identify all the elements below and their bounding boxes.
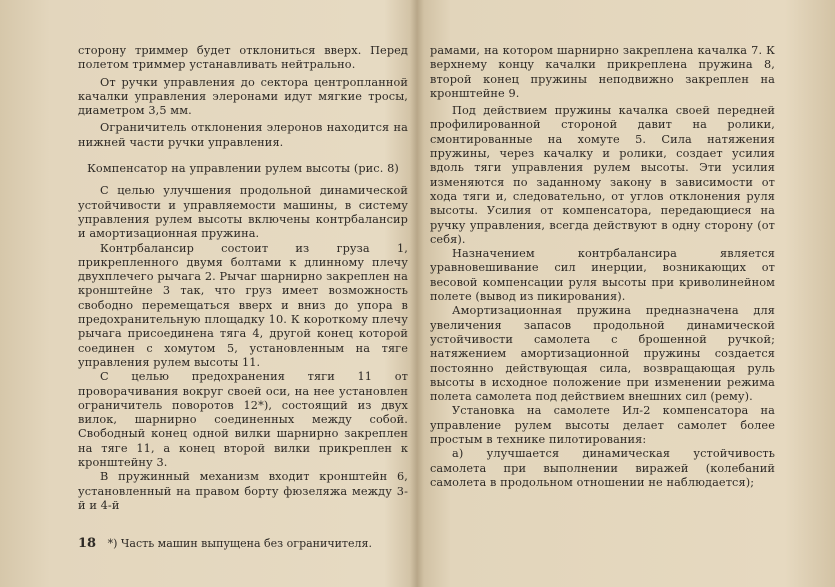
left-page-footer [78, 537, 408, 551]
footnote: *) Часть машин выпущена без ограничителя. [107, 537, 372, 550]
left-page [78, 44, 408, 513]
left-paragraph-5: Контрбалансир состоит из груза 1, прикрепленного двумя болтами к длинному плечу двухплечего рычага 2. Рычаг шарнирно закреплен на кронштейне 3 так, что груз имеет возможность свободно перемещаться вверх и вниз до упора в предохранительную площадку 10. К короткому плечу рычага присоединена тяга 4, другой конец которой соединен с хомутом 5, установленным на тяге управления рулем высоты 11. [78, 241, 408, 369]
right-page [430, 44, 775, 490]
right-paragraph-6: а) улучшается динамическая устойчивость самолета при выполнении виражей (колебаний самолета в продольном отношении не наблюдается); [430, 447, 775, 489]
page-number: 18 [78, 536, 97, 551]
left-paragraph-4: С целью улучшения продольной динамической устойчивости и управляемости машины, в систему управления рулем высоты включены контрбалансир и амортизационная пружина. [78, 184, 408, 241]
right-paragraph-2: Под действием пружины качалка своей передней профилированной стороной давит на ролики, смонтированные на хомуте 5. Сила натяжения пружины, через качалку и ролики, создает усилия вдоль тяги управления рулем высоты. Эти усилия изменяются по заданному закону в зависимости от хода тяги и, следовательно, от углов отклонения руля высоты. Усилия от компенсатора, передающиеся на ручку управления, всегда действуют в одну сторону (от себя). [430, 104, 775, 246]
book-gutter [410, 0, 424, 587]
right-paragraph-3: Назначением контрбалансира является уравновешивание сил инерции, возникающих от весовой компенсации руля высоты при криволинейном полете (вывод из пикирования). [430, 247, 775, 304]
right-paragraph-1: рамами, на котором шарнирно закреплена качалка 7. К верхнему концу качалки прикреплена пружина 8, второй конец пружины неподвижно закреплен на кронштейне 9. [430, 44, 775, 100]
left-paragraph-7: В пружинный механизм входит кронштейн 6, установленный на правом борту фюзеляжа между 3-й и 4-й [78, 470, 408, 512]
right-paragraph-5: Установка на самолете Ил-2 компенсатора на управление рулем высоты делает самолет более простым в технике пилотирования: [430, 404, 775, 447]
left-paragraph-3: Ограничитель отклонения элеронов находится на нижней части ручки управления. [78, 121, 408, 149]
left-paragraph-1: сторону триммер будет отклониться вверх. Перед полетом триммер устанавливать нейтрально. [78, 44, 408, 72]
right-paragraph-4: Амортизационная пружина предназначена для увеличения запасов продольной динамической устойчивости самолета с брошенной ручкой; натяжением амортизационной пружины создается постоянно действующая сила, возвращающая руль высоты в исходное положение при изменении режима полета самолета под действием внешних сил (рему). [430, 304, 775, 404]
section-heading: Компенсатор на управлении рулем высоты (рис. 8) [87, 162, 399, 176]
left-paragraph-6: С целью предохранения тяги 11 от проворачивания вокруг своей оси, на нее установлен ограничитель поворотов 12*), состоящий из двух вилок, шарнирно соединенных между собой. Свободный конец одной вилки шарнирно закреплен на тяге 11, а конец второй вилки прикреплен к кронштейну 3. [78, 370, 408, 470]
left-paragraph-2: От ручки управления до сектора центропланной качалки управления элеронами идут мягкие тросы, диаметром 3,5 мм. [78, 75, 408, 118]
